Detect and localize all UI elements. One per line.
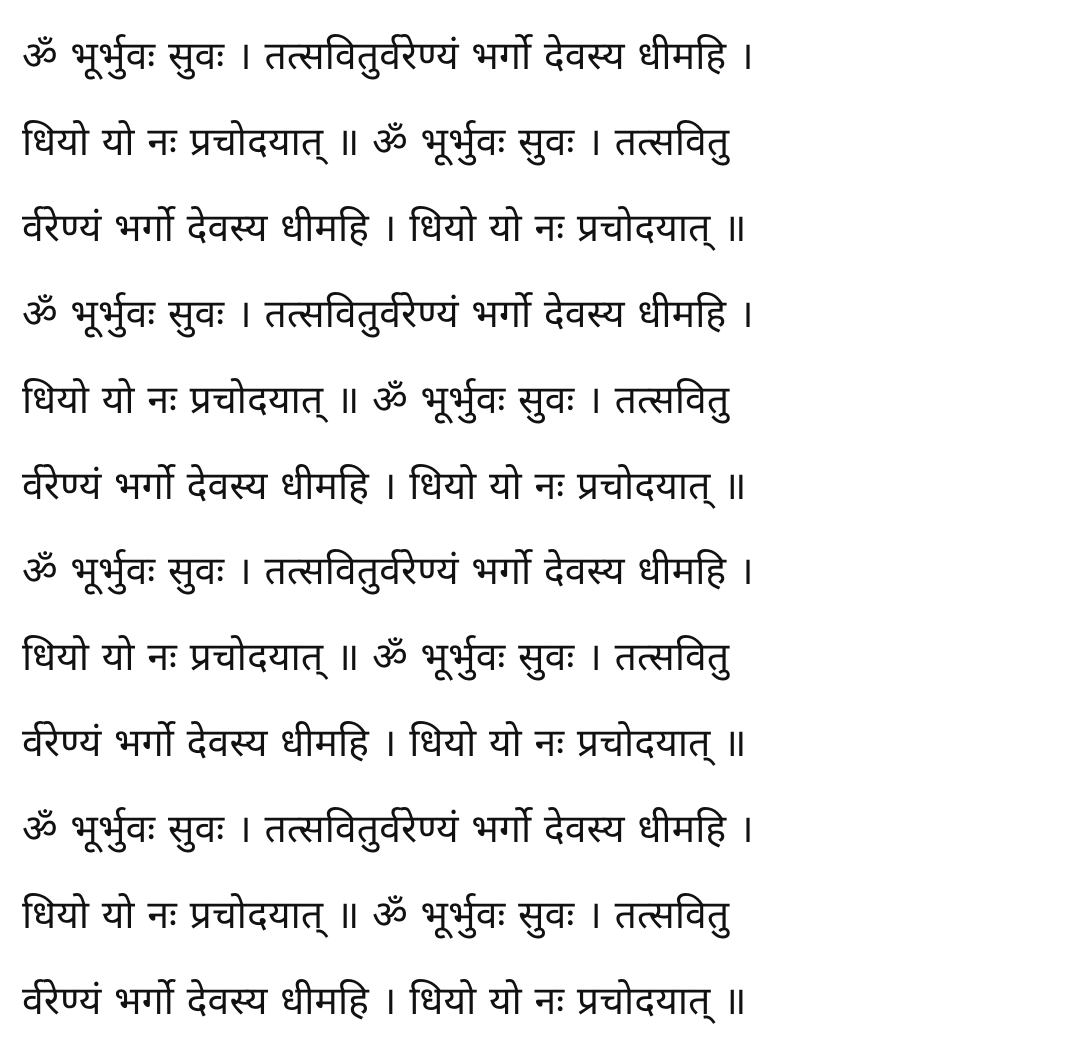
text-line: धियो यो नः प्रचोदयात् ॥ ॐ भूर्भुवः सुवः । तत्सवितु	[22, 120, 730, 166]
text-line: र्वरेण्यं भर्गो देवस्य धीमहि । धियो यो नः प्रचोदयात् ॥	[22, 206, 747, 252]
text-line: धियो यो नः प्रचोदयात् ॥ ॐ भूर्भुवः सुवः । तत्सवितु	[22, 635, 730, 681]
text-line: र्वरेण्यं भर्गो देवस्य धीमहि । धियो यो नः प्रचोदयात् ॥	[22, 721, 747, 767]
text-line: र्वरेण्यं भर्गो देवस्य धीमहि । धियो यो नः प्रचोदयात् ॥	[22, 463, 747, 509]
text-line: र्वरेण्यं भर्गो देवस्य धीमहि । धियो यो नः प्रचोदयात् ॥	[22, 978, 747, 1024]
sanskrit-text-page	[22, 12, 1062, 1042]
text-line: धियो यो नः प्रचोदयात् ॥ ॐ भूर्भुवः सुवः । तत्सवितु	[22, 377, 730, 423]
text-line: धियो यो नः प्रचोदयात् ॥ ॐ भूर्भुवः सुवः । तत्सवितु	[22, 892, 730, 938]
text-line: ॐ भूर्भुवः सुवः । तत्सवितुर्वरेण्यं भर्गो देवस्य धीमहि ।	[22, 806, 754, 852]
text-line: ॐ भूर्भुवः सुवः । तत्सवितुर्वरेण्यं भर्गो देवस्य धीमहि ।	[22, 291, 754, 337]
text-line: ॐ भूर्भुवः सुवः । तत्सवितुर्वरेण्यं भर्गो देवस्य धीमहि ।	[22, 549, 754, 595]
text-line: ॐ भूर्भुवः सुवः । तत्सवितुर्वरेण्यं भर्गो देवस्य धीमहि ।	[22, 34, 754, 80]
